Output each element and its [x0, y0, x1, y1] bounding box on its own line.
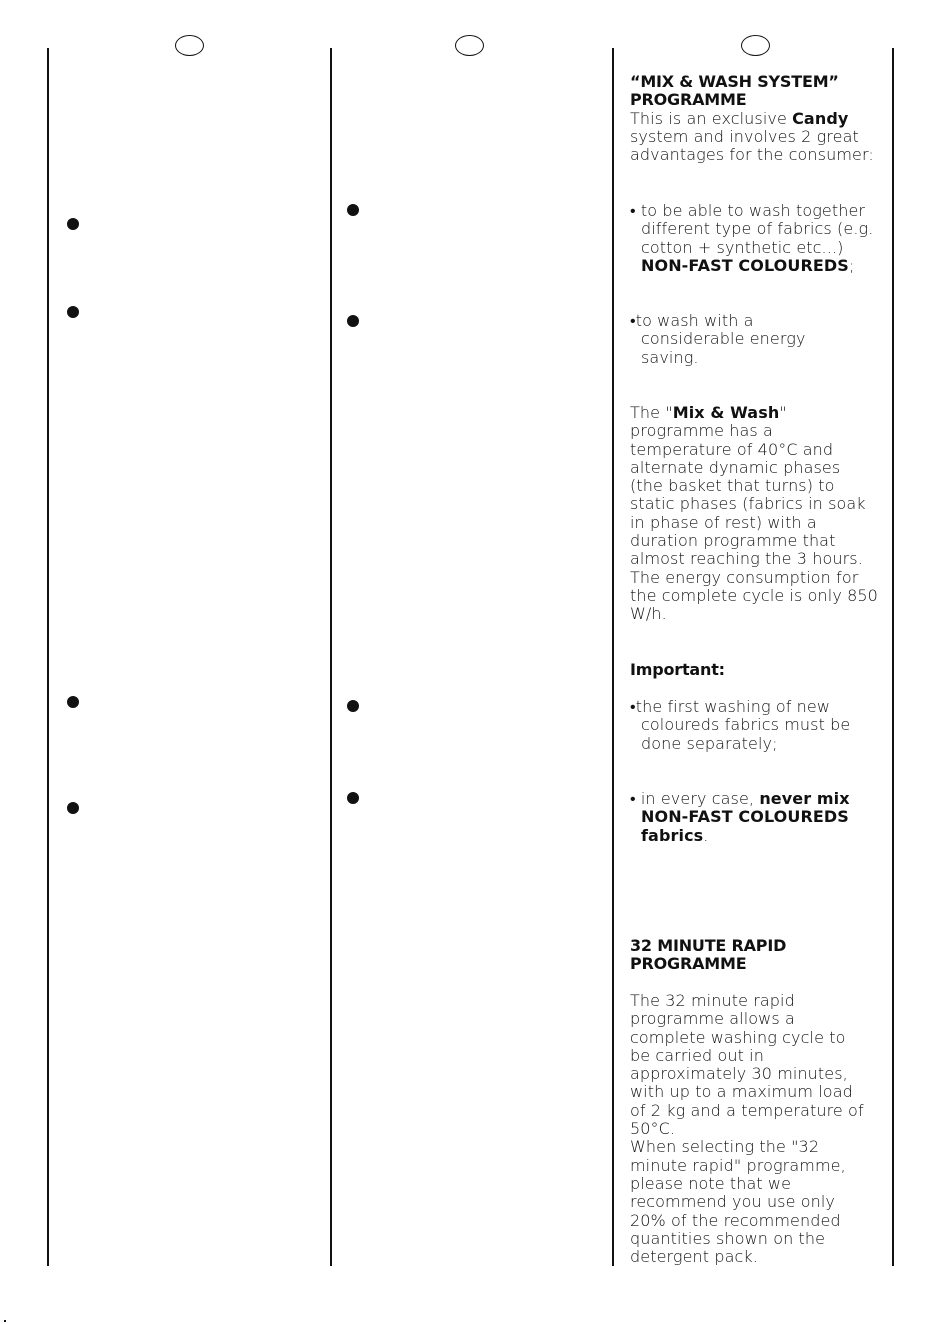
bullet-text: • to be able to wash together different type of fabrics (e.g. cotton + synthetic etc...) [630, 201, 874, 257]
bullet-dot [67, 218, 79, 230]
bullet-dot [347, 315, 359, 327]
desc-text-end: " programme has a temperature of 40°C and alternate dynamic phases (the basket that turns) to static phases (fabrics in soak in phase of rest) with a duration programme that almost reaching the 3 hours. The energy consumption for the complete cycle is only 850 W/h. [630, 403, 878, 624]
desc-bold-text: Mix & Wash [672, 403, 780, 422]
language-circle-3 [741, 35, 770, 56]
crop-mark [4, 1320, 6, 1322]
bullet-dot [347, 792, 359, 804]
language-circle-2 [455, 35, 484, 56]
intro-text-end: system and involves 2 great advantages for the consumer: [630, 126, 874, 165]
bullet-text: • in every case, [630, 789, 760, 808]
bullet-dot [347, 204, 359, 216]
bullet-bold-text: NON-FAST COLOUREDS [641, 255, 849, 275]
rapid-section-title [630, 937, 880, 974]
mix-wash-title-line1: “MIX & WASH SYSTEM” [630, 72, 839, 91]
bullet-dot [67, 306, 79, 318]
column-rule-right-outer [892, 48, 894, 1266]
bullet-bold-text: never mix NON-FAST COLOUREDS fabrics [641, 789, 850, 845]
rapid-title-line1: 32 MINUTE RAPID [630, 936, 787, 955]
mix-wash-bullet-2: •to wash with a considerable energy saving. [630, 311, 806, 367]
important-label: Important: [630, 660, 725, 679]
intro-text: This is an exclusive [630, 108, 793, 128]
rapid-title-line2: PROGRAMME [630, 954, 747, 974]
column-rule-middle [330, 48, 332, 1266]
column-rule-right-inner [612, 48, 614, 1266]
mix-wash-bullet-1 [630, 202, 891, 275]
rapid-body-2: When selecting the "32 minute rapid" programme, please note that we recommend you use only 20% of the recommended quantities shown on the detergent pack. [630, 1137, 846, 1267]
bullet-text-end: ; [848, 255, 855, 275]
desc-text: The " [630, 403, 673, 422]
language-circle-1 [175, 35, 204, 56]
mix-wash-description [630, 404, 878, 624]
bullet-dot [67, 802, 79, 814]
bullet-dot [67, 696, 79, 708]
important-bullet-2 [630, 790, 873, 845]
important-bullet-1: •the first washing of new coloureds fabrics must be done separately; [630, 697, 851, 753]
bullet-dot [347, 700, 359, 712]
brand-name: Candy [792, 108, 849, 128]
mix-wash-intro [630, 110, 880, 165]
rapid-section-body [630, 992, 870, 1266]
column-rule-left [47, 48, 49, 1266]
bullet-text-end: . [703, 825, 709, 845]
mix-wash-title-line2: PROGRAMME [630, 90, 747, 110]
rapid-body-1: The 32 minute rapid programme allows a complete washing cycle to be carried out in approximately 30 minutes, with up to a maximum load of 2 kg and a temperature of 50°C. [630, 991, 864, 1139]
mix-wash-intro-section [630, 73, 880, 164]
